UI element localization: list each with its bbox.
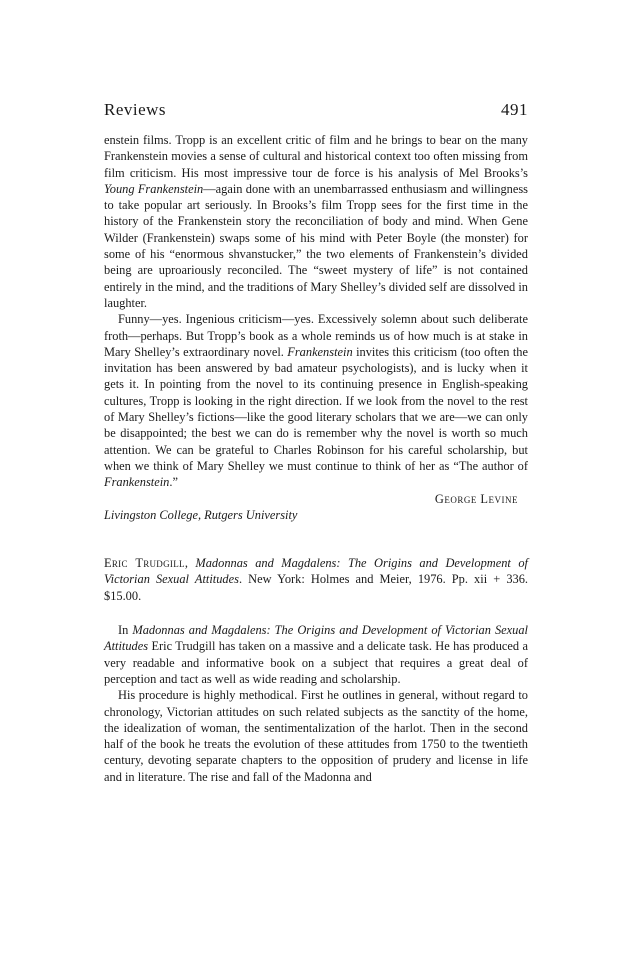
book-title: Madonnas and Magdalens: The Origins and Development of Victorian Sexual Attitudes	[104, 556, 528, 587]
reviewer-signature: George Levine	[434, 491, 518, 506]
book-title: Madonnas and Magdalens: The Origins and Development of Victorian Sexual Attitudes	[104, 623, 528, 654]
text-run: Eric Trudgill has taken on a massive and a delicate task. He has produced a very readable and informative book on a subject that requires a great deal of perception and tact as well as wide reading and scholarship.	[104, 639, 528, 686]
journal-page	[104, 100, 528, 785]
book-title: Frankenstein	[104, 475, 170, 490]
page-number: 491	[501, 100, 528, 119]
book-title: Frankenstein	[287, 344, 353, 359]
publication-details: . New York: Holmes and Meier, 1976. Pp. xii + 336. $15.00.	[104, 572, 528, 603]
film-title: Young Frankenstein	[104, 181, 204, 196]
paragraph	[104, 132, 528, 311]
text-run: invites this criticism (too often the invitation has been answered by bad amateur psychologists), and is lucky when it gets it. In pointing from the novel to its continuing presence in English-speaking cultures, Tropp is looking in the right direction. If we look from the novel to the rest of Mary Shelley’s fictions—like the good literary scholars that we are—we can only be disappointed; the best we can do is remember why the novel is worth so much attention. We can be grateful to Charles Robinson for his careful scholarship, but when we think of Mary Shelley we must continue to think of her as “The author of	[104, 344, 528, 473]
review-levine	[104, 132, 528, 523]
book-author: Eric Trudgill	[104, 556, 185, 571]
section-title: Reviews	[104, 100, 167, 119]
text-run: enstein films. Tropp is an excellent critic of film and he brings to bear on the many Frankenstein movies a sense of cultural and historical context too often missing from film criticism. His most impressive tour de force is his analysis of Mel Brooks’s	[104, 133, 528, 180]
paragraph	[104, 622, 528, 687]
review-trudgill	[104, 622, 528, 785]
text-run: —again done with an unembarrassed enthusiasm and willingness to take popular art seriously. In Brooks’s film Tropp sees for the first time in the history of the Frankenstein story the reconciliation of body and mind. When Gene Wilder (Frankenstein) swaps some of his mind with Peter Boyle (the monster) for some of his “enormous shvanstucker,” the two elements of Frankenstein’s divided being are uproariously reconciled. The “sweet mystery of life” is not contained entirely in the mind, and the traditions of Mary Shelley’s divided self are dissolved in laughter.	[104, 181, 528, 310]
text-run: Funny—yes. Ingenious criticism—yes. Excessively solemn about such deliberate froth—perhaps. But Tropp’s book as a whole reminds us of how much is at stake in Mary Shelley’s extraordinary novel.	[104, 312, 528, 359]
paragraph: His procedure is highly methodical. First he outlines in general, without regard to chronology, Victorian attitudes on such related subjects as the sanctity of the home, the idealization of woman, the sentimentalization of the harlot. Then in the second half of the book he treats the evolution of these attitudes from 1750 to the twentieth century, devoting separate chapters to the opposition of prudery and license in life and in literature. The rise and fall of the Madonna and	[104, 688, 528, 784]
book-citation	[104, 555, 528, 604]
running-header	[104, 100, 528, 120]
text-run: ,	[184, 556, 196, 571]
paragraph	[104, 311, 528, 490]
reviewer-affiliation: Livingston College, Rutgers University	[104, 507, 298, 522]
text-run: In	[118, 623, 133, 638]
text-run: .”	[169, 475, 178, 490]
